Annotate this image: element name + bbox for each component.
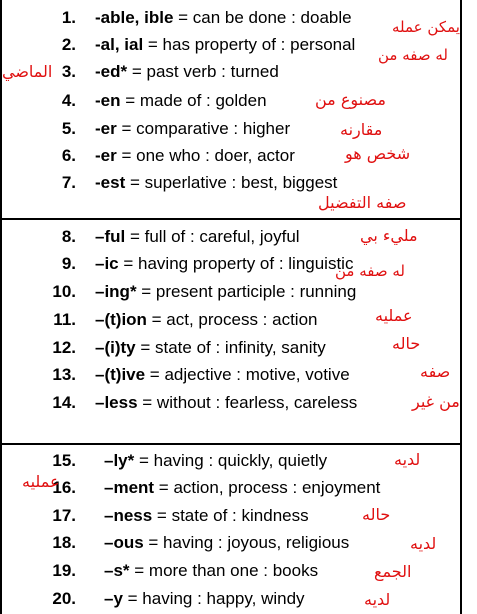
definition: = state of : infinity, sanity (135, 338, 326, 357)
row-number: 3. (61, 62, 76, 81)
table-row (0, 362, 462, 388)
suffix: –ful (95, 227, 126, 246)
suffix: –ness (104, 506, 153, 525)
annotation-row-18: لديه (410, 534, 437, 553)
annotation-row-20: لديه (364, 590, 391, 609)
definition: = more than one : books (129, 561, 319, 580)
table-row (0, 475, 462, 501)
suffix: –ing* (95, 282, 137, 301)
row-number: 19. (52, 561, 76, 580)
row-number: 15. (52, 451, 76, 470)
suffix: -est (95, 173, 126, 192)
definition: = having : joyous, religious (143, 533, 350, 552)
row-number: 13. (52, 365, 76, 384)
annotation-row-7: صفه التفضيل (318, 193, 407, 212)
annotation-row-4: مصنوع من (315, 90, 386, 109)
row-number: 8. (61, 227, 76, 246)
annotation-row-15: لديه (394, 450, 421, 469)
annotation-row-8: مليء بي (360, 226, 418, 245)
suffix: –ment (104, 478, 155, 497)
row-number: 9. (61, 254, 76, 273)
annotation-row-1: يمكن عمله (392, 18, 460, 36)
suffix: -al, ial (95, 35, 144, 54)
row-number: 2. (61, 35, 76, 54)
definition: = action, process : enjoyment (154, 478, 381, 497)
row-number: 14. (52, 393, 76, 412)
divider-2 (0, 443, 462, 445)
suffix: –(i)ty (95, 338, 136, 357)
suffix: -able, ible (95, 8, 174, 27)
row-number: 6. (61, 146, 76, 165)
suffix: –(t)ion (95, 310, 147, 329)
definition: = superlative : best, biggest (125, 173, 338, 192)
suffix: -er (95, 146, 117, 165)
suffix: –y (104, 589, 123, 608)
definition: = one who : doer, actor (116, 146, 295, 165)
table-row (0, 586, 462, 612)
definition: = having : quickly, quietly (134, 451, 328, 470)
annotation-row-9: له صفه من (335, 262, 405, 280)
table-row (0, 530, 462, 556)
definition: = act, process : action (146, 310, 318, 329)
annotation-row-6: شخص هو (345, 144, 411, 163)
row-number: 7. (61, 173, 76, 192)
table-row (0, 88, 462, 114)
table-row (0, 390, 462, 416)
definition: = made of : golden (120, 91, 267, 110)
definition: = past verb : turned (127, 62, 279, 81)
table-row (0, 503, 462, 529)
row-number: 5. (61, 119, 76, 138)
annotation-row-14: من غير (412, 392, 460, 411)
suffix: –(t)ive (95, 365, 146, 384)
suffix: –ly* (104, 451, 135, 470)
row-number: 16. (52, 478, 76, 497)
row-number: 17. (52, 506, 76, 525)
annotation-row-3: الماضي (2, 62, 53, 81)
suffix: –s* (104, 561, 130, 580)
annotation-row-16: عمليه (22, 472, 60, 491)
annotation-row-11: عمليه (375, 306, 413, 325)
definition: = having : happy, windy (122, 589, 305, 608)
suffix: -en (95, 91, 121, 110)
definition: = state of : kindness (152, 506, 309, 525)
definition: = having property of : linguistic (118, 254, 354, 273)
row-number: 10. (52, 282, 76, 301)
row-number: 1. (61, 8, 76, 27)
definition: = adjective : motive, votive (145, 365, 350, 384)
row-number: 11. (53, 310, 76, 329)
suffix: –ic (95, 254, 119, 273)
definition: = without : fearless, careless (137, 393, 358, 412)
annotation-row-19: الجمع (374, 562, 412, 581)
suffix: –less (95, 393, 138, 412)
row-number: 18. (52, 533, 76, 552)
row-number: 20. (52, 589, 76, 608)
definition: = present participle : running (136, 282, 357, 301)
table-row (0, 279, 462, 305)
annotation-row-12: حاله (392, 334, 421, 353)
row-number: 4. (61, 91, 76, 110)
row-number: 12. (52, 338, 76, 357)
table-row (0, 448, 462, 474)
annotation-row-2: له صفه من (378, 46, 448, 64)
definition: = has property of : personal (143, 35, 356, 54)
suffix: –ous (104, 533, 144, 552)
suffix: -er (95, 119, 117, 138)
definition: = can be done : doable (173, 8, 352, 27)
annotation-row-17: حاله (362, 505, 391, 524)
suffix: -ed* (95, 62, 128, 81)
definition: = full of : careful, joyful (125, 227, 300, 246)
table-row (0, 116, 462, 142)
definition: = comparative : higher (116, 119, 291, 138)
annotation-row-13: صفه (420, 362, 451, 381)
divider-1 (0, 218, 462, 220)
annotation-row-5: مقارنه (340, 120, 383, 139)
